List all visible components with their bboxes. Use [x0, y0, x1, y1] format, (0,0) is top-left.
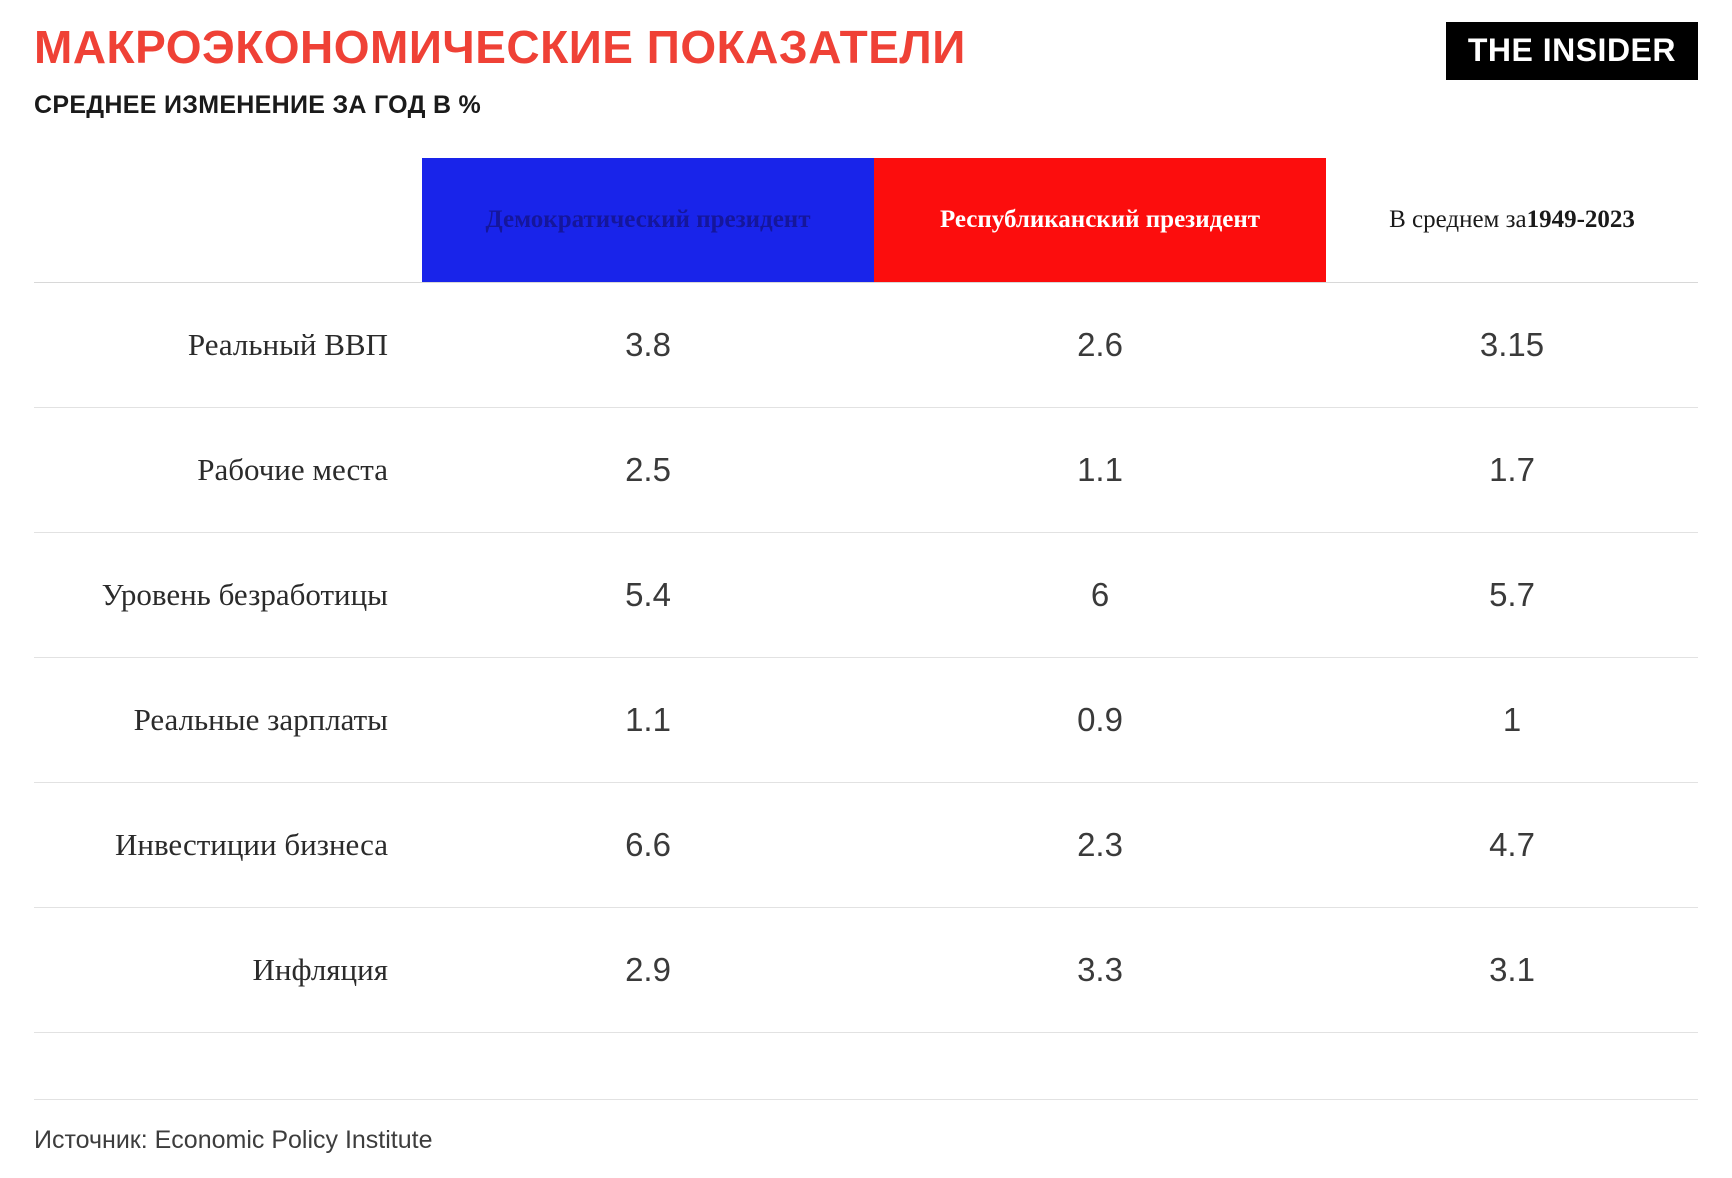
table-footer-divider — [34, 1033, 1698, 1100]
table-row — [34, 908, 1698, 1033]
cell-republican: 1.1 — [1077, 451, 1123, 488]
the-insider-logo: THE INSIDER — [1446, 22, 1698, 80]
cell-average: 3.1 — [1489, 951, 1535, 988]
cell-average: 1 — [1502, 701, 1522, 738]
cell-democrat: 5.4 — [625, 576, 671, 613]
cell-republican: 0.9 — [1077, 701, 1123, 738]
row-label: Инвестиции бизнеса — [114, 827, 388, 862]
page-title: МАКРОЭКОНОМИЧЕСКИЕ ПОКАЗАТЕЛИ — [34, 21, 966, 73]
row-label: Уровень безработицы — [101, 577, 388, 612]
table-row — [34, 783, 1698, 908]
cell-average: 3.15 — [1479, 326, 1545, 363]
cell-average: 5.7 — [1489, 576, 1535, 613]
cell-democrat: 2.9 — [625, 951, 671, 988]
page-subtitle: СРЕДНЕЕ ИЗМЕНЕНИЕ ЗА ГОД В % — [34, 90, 482, 119]
cell-democrat: 1.1 — [625, 701, 671, 738]
cell-democrat: 6.6 — [625, 826, 671, 863]
column-header-republican: Республиканский президент — [874, 158, 1326, 282]
cell-republican: 2.3 — [1077, 826, 1123, 863]
cell-republican: 6 — [1090, 576, 1110, 613]
cell-republican: 3.3 — [1077, 951, 1123, 988]
column-header-average-prefix: В среднем за — [1389, 206, 1527, 233]
column-header-average-years: 1949-2023 — [1526, 206, 1635, 233]
table-row — [34, 408, 1698, 533]
cell-average: 4.7 — [1489, 826, 1535, 863]
row-label: Реальный ВВП — [187, 327, 388, 362]
table-row — [34, 658, 1698, 783]
source-note: Источник: Economic Policy Institute — [34, 1126, 433, 1154]
row-label: Инфляция — [252, 952, 388, 987]
cell-average: 1.7 — [1489, 451, 1535, 488]
column-header-democrat: Демократический президент — [422, 158, 874, 282]
cell-democrat: 3.8 — [625, 326, 671, 363]
header — [34, 0, 1698, 130]
row-label: Реальные зарплаты — [133, 702, 388, 737]
cell-democrat: 2.5 — [625, 451, 671, 488]
table-row — [34, 533, 1698, 658]
header-cell-empty — [34, 158, 422, 282]
column-header-average — [1326, 158, 1698, 282]
macro-indicators-table — [34, 158, 1698, 1100]
table-row — [34, 283, 1698, 408]
cell-republican: 2.6 — [1077, 326, 1123, 363]
table-header-row — [34, 158, 1698, 283]
row-label: Рабочие места — [197, 452, 388, 487]
